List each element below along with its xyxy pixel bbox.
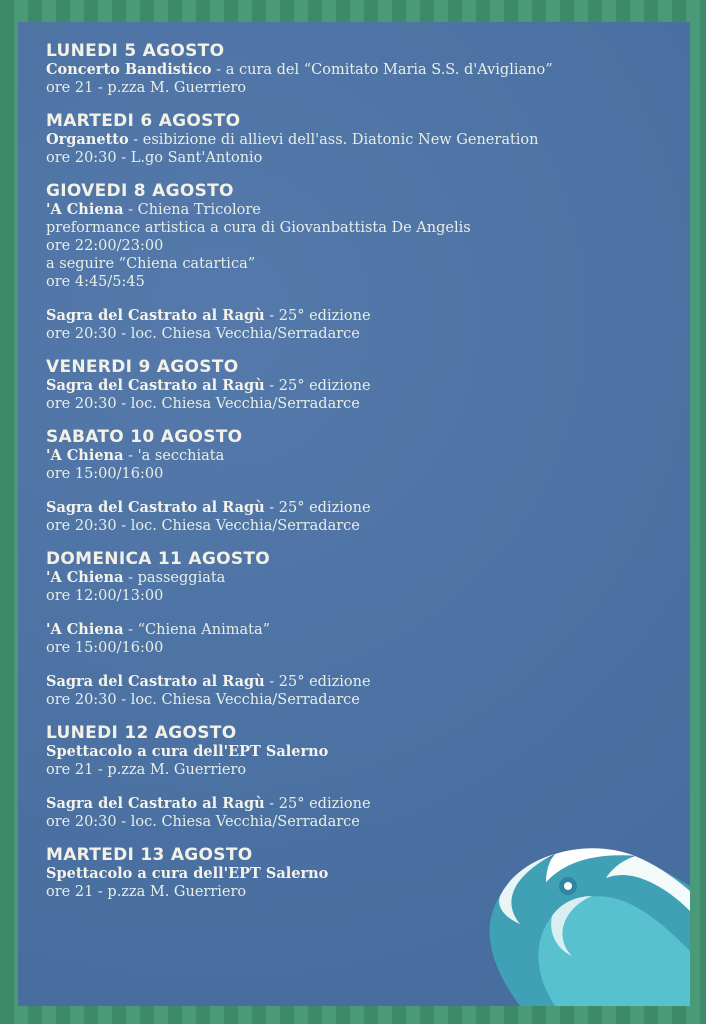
day-block xyxy=(46,182,666,343)
event-line xyxy=(46,219,666,237)
event-detail: ore 12:00/13:00 xyxy=(46,588,164,604)
event-line xyxy=(46,587,666,605)
event-line xyxy=(46,201,666,219)
event-line xyxy=(46,673,666,691)
event-item xyxy=(46,377,666,413)
event-line xyxy=(46,395,666,413)
event-line xyxy=(46,761,666,779)
event-name: Sagra del Castrato al Ragù xyxy=(46,307,265,324)
event-detail: - esibizione di allievi dell'ass. Diatonic New Generation xyxy=(128,132,539,148)
event-item xyxy=(46,673,666,709)
event-detail: ore 20:30 - loc. Chiesa Vecchia/Serradarce xyxy=(46,814,360,830)
day-title: MARTEDI 6 AGOSTO xyxy=(46,111,241,131)
event-name: 'A Chiena xyxy=(46,201,124,218)
event-detail: - 25° edizione xyxy=(264,308,371,324)
event-detail: preformance artistica a cura di Giovanbattista De Angelis xyxy=(46,220,471,236)
event-name: Concerto Bandistico xyxy=(46,61,212,78)
event-detail: ore 20:30 - L.go Sant'Antonio xyxy=(46,150,263,166)
event-detail: - “Chiena Animata” xyxy=(123,622,271,638)
event-line xyxy=(46,691,666,709)
event-detail: ore 21 - p.zza M. Guerriero xyxy=(46,884,247,900)
event-detail: - 25° edizione xyxy=(264,796,371,812)
wave-decoration xyxy=(460,816,690,1006)
event-line xyxy=(46,237,666,255)
event-line xyxy=(46,621,666,639)
event-detail: - 25° edizione xyxy=(264,378,371,394)
event-detail: ore 4:45/5:45 xyxy=(46,274,145,290)
day-block xyxy=(46,42,666,97)
event-detail: - Chiena Tricolore xyxy=(123,202,261,218)
event-detail: ore 21 - p.zza M. Guerriero xyxy=(46,762,247,778)
event-item xyxy=(46,201,666,291)
event-line xyxy=(46,255,666,273)
event-item xyxy=(46,499,666,535)
day-block xyxy=(46,112,666,167)
event-schedule xyxy=(46,42,666,916)
event-line xyxy=(46,569,666,587)
event-item xyxy=(46,569,666,605)
day-title: MARTEDI 13 AGOSTO xyxy=(46,845,253,865)
day-block xyxy=(46,550,666,709)
day-title: VENERDI 9 AGOSTO xyxy=(46,357,239,377)
event-detail: - 'a secchiata xyxy=(123,448,225,464)
event-item xyxy=(46,131,666,167)
event-line xyxy=(46,517,666,535)
event-detail: ore 15:00/16:00 xyxy=(46,466,164,482)
event-detail: - 25° edizione xyxy=(264,674,371,690)
event-detail: ore 21 - p.zza M. Guerriero xyxy=(46,80,247,96)
event-name: Sagra del Castrato al Ragù xyxy=(46,499,265,516)
event-detail: ore 20:30 - loc. Chiesa Vecchia/Serradarce xyxy=(46,396,360,412)
event-line xyxy=(46,743,666,761)
event-detail: - passeggiata xyxy=(123,570,226,586)
event-line xyxy=(46,465,666,483)
event-line xyxy=(46,639,666,657)
event-name: Organetto xyxy=(46,131,129,148)
day-block xyxy=(46,358,666,413)
event-detail: ore 15:00/16:00 xyxy=(46,640,164,656)
event-name: Sagra del Castrato al Ragù xyxy=(46,673,265,690)
event-detail: ore 20:30 - loc. Chiesa Vecchia/Serradarce xyxy=(46,326,360,342)
event-line xyxy=(46,499,666,517)
event-detail: a seguire “Chiena catartica” xyxy=(46,256,256,272)
event-line xyxy=(46,325,666,343)
event-detail: - a cura del “Comitato Maria S.S. d'Avigliano” xyxy=(211,62,553,78)
event-line xyxy=(46,149,666,167)
event-item xyxy=(46,61,666,97)
event-detail: ore 22:00/23:00 xyxy=(46,238,164,254)
event-name: Spettacolo a cura dell'EPT Salerno xyxy=(46,743,329,760)
event-item xyxy=(46,307,666,343)
day-title: LUNEDI 12 AGOSTO xyxy=(46,723,237,743)
event-detail: ore 20:30 - loc. Chiesa Vecchia/Serradarce xyxy=(46,692,360,708)
event-detail: ore 20:30 - loc. Chiesa Vecchia/Serradarce xyxy=(46,518,360,534)
event-name: 'A Chiena xyxy=(46,447,124,464)
event-name: 'A Chiena xyxy=(46,569,124,586)
event-detail: - 25° edizione xyxy=(264,500,371,516)
event-line xyxy=(46,795,666,813)
event-name: Sagra del Castrato al Ragù xyxy=(46,377,265,394)
event-line xyxy=(46,131,666,149)
day-block xyxy=(46,428,666,535)
event-line xyxy=(46,377,666,395)
program-panel xyxy=(18,22,690,1006)
event-item xyxy=(46,447,666,483)
day-title: DOMENICA 11 AGOSTO xyxy=(46,549,271,569)
event-line xyxy=(46,79,666,97)
event-line xyxy=(46,307,666,325)
event-line xyxy=(46,447,666,465)
day-title: LUNEDI 5 AGOSTO xyxy=(46,41,225,61)
day-title: GIOVEDI 8 AGOSTO xyxy=(46,181,234,201)
day-block xyxy=(46,724,666,831)
event-line xyxy=(46,273,666,291)
event-item xyxy=(46,621,666,657)
event-name: Sagra del Castrato al Ragù xyxy=(46,795,265,812)
day-title: SABATO 10 AGOSTO xyxy=(46,427,243,447)
event-line xyxy=(46,61,666,79)
event-item xyxy=(46,743,666,779)
event-name: 'A Chiena xyxy=(46,621,124,638)
event-name: Spettacolo a cura dell'EPT Salerno xyxy=(46,865,329,882)
